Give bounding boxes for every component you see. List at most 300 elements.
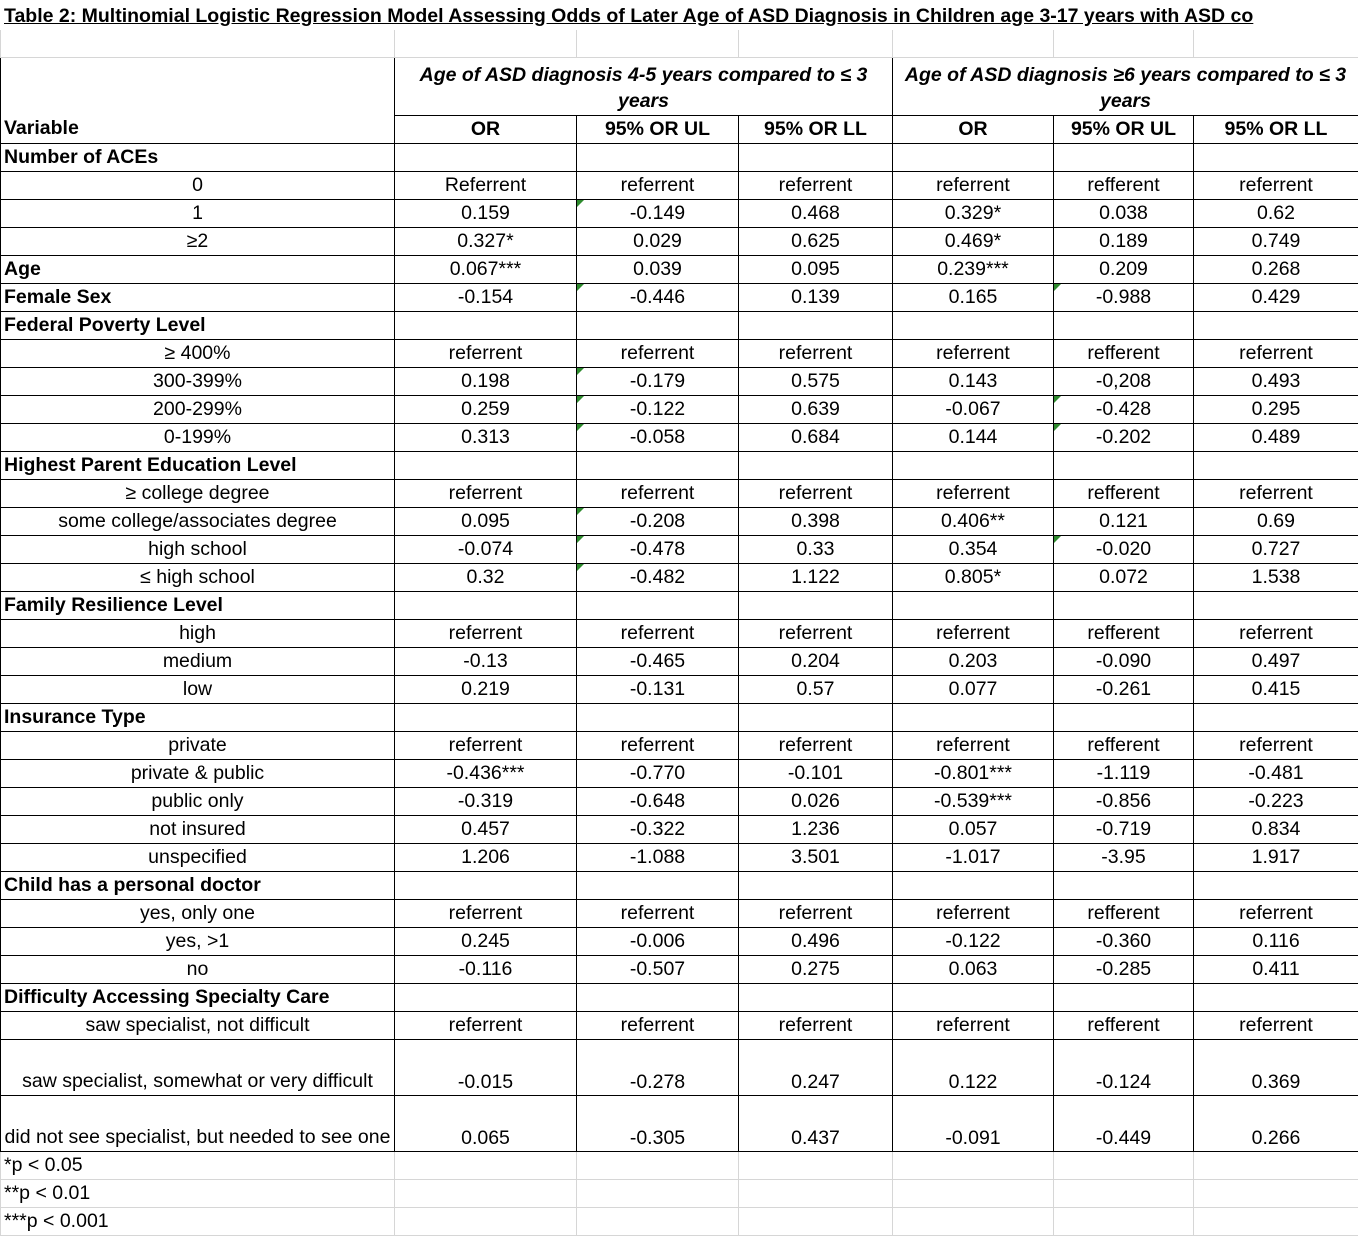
value-cell: referrent	[395, 899, 577, 927]
table-row	[1, 1095, 1358, 1151]
row-label: 200-299%	[1, 395, 395, 423]
table-row	[1, 339, 1358, 367]
value-cell: -0.482	[577, 563, 739, 591]
value-cell: -0.436***	[395, 759, 577, 787]
value-cell: 1.917	[1194, 843, 1358, 871]
value-cell: 0.415	[1194, 675, 1358, 703]
value-cell: -0.539***	[893, 787, 1054, 815]
value-cell: -0.465	[577, 647, 739, 675]
value-cell: -0.13	[395, 647, 577, 675]
value-cell: -0.856	[1054, 787, 1194, 815]
empty-cell	[893, 143, 1054, 171]
row-label: did not see specialist, but needed to see one	[1, 1095, 395, 1151]
value-cell: 0.684	[739, 423, 893, 451]
value-cell: 0.159	[395, 199, 577, 227]
value-cell: -0.319	[395, 787, 577, 815]
value-cell: -0.090	[1054, 647, 1194, 675]
section-label: Number of ACEs	[1, 143, 395, 171]
row-label: 0-199%	[1, 423, 395, 451]
value-cell: 0.165	[893, 283, 1054, 311]
value-cell: 0.122	[893, 1039, 1054, 1095]
empty-cell	[1054, 143, 1194, 171]
value-cell: 0.639	[739, 395, 893, 423]
empty-cell	[1194, 143, 1358, 171]
empty-cell	[739, 1179, 893, 1207]
value-cell: -0.770	[577, 759, 739, 787]
row-label: saw specialist, somewhat or very difficult	[1, 1039, 395, 1095]
table-row	[1, 535, 1358, 563]
regression-table	[0, 30, 1358, 1236]
empty-cell	[395, 1151, 577, 1179]
value-cell: 0.369	[1194, 1039, 1358, 1095]
value-cell: refferent	[1054, 171, 1194, 199]
col-header: 95% OR UL	[577, 115, 739, 143]
empty-cell	[577, 983, 739, 1011]
value-cell: 0.268	[1194, 255, 1358, 283]
col-header: 95% OR LL	[1194, 115, 1358, 143]
value-cell: 0.575	[739, 367, 893, 395]
group1-header: Age of ASD diagnosis 4-5 years compared to ≤ 3 years	[395, 57, 893, 115]
table-row	[1, 899, 1358, 927]
col-header: 95% OR LL	[739, 115, 893, 143]
value-cell: -0.507	[577, 955, 739, 983]
value-cell: -0.020	[1054, 535, 1194, 563]
value-cell: 0.095	[739, 255, 893, 283]
row-label: high school	[1, 535, 395, 563]
value-cell: referrent	[1194, 731, 1358, 759]
group2-header: Age of ASD diagnosis ≥6 years compared to ≤ 3 years	[893, 57, 1358, 115]
value-cell: -0.067	[893, 395, 1054, 423]
value-cell: 0.065	[395, 1095, 577, 1151]
table-row	[1, 843, 1358, 871]
table-row	[1, 927, 1358, 955]
value-cell: 0.038	[1054, 199, 1194, 227]
value-cell: -0.360	[1054, 927, 1194, 955]
value-cell: referrent	[395, 479, 577, 507]
empty-cell	[577, 1151, 739, 1179]
table-row	[1, 367, 1358, 395]
value-cell: 0.313	[395, 423, 577, 451]
value-cell: referrent	[395, 339, 577, 367]
empty-cell	[1054, 451, 1194, 479]
value-cell: -1.088	[577, 843, 739, 871]
value-cell: referrent	[577, 899, 739, 927]
empty-cell	[1194, 983, 1358, 1011]
value-cell: 0.139	[739, 283, 893, 311]
value-cell: -1.119	[1054, 759, 1194, 787]
row-label: 1	[1, 199, 395, 227]
empty-cell	[1194, 591, 1358, 619]
value-cell: 0.749	[1194, 227, 1358, 255]
empty-cell	[893, 311, 1054, 339]
value-cell: 0.239***	[893, 255, 1054, 283]
value-cell: 0.62	[1194, 199, 1358, 227]
section-label: Difficulty Accessing Specialty Care	[1, 983, 395, 1011]
empty-cell	[893, 591, 1054, 619]
row-label: ≤ high school	[1, 563, 395, 591]
table-row	[1, 199, 1358, 227]
empty-cell	[739, 1207, 893, 1235]
value-cell: Referrent	[395, 171, 577, 199]
section-label: Age	[1, 255, 395, 283]
row-label: medium	[1, 647, 395, 675]
table-row	[1, 255, 1358, 283]
empty-cell	[395, 871, 577, 899]
value-cell: -0.478	[577, 535, 739, 563]
empty-cell	[1054, 311, 1194, 339]
column-header-row	[1, 115, 1358, 143]
empty-cell	[577, 871, 739, 899]
value-cell: 1.206	[395, 843, 577, 871]
row-label: yes, only one	[1, 899, 395, 927]
value-cell: referrent	[1194, 1011, 1358, 1039]
empty-cell	[893, 1179, 1054, 1207]
table-row	[1, 227, 1358, 255]
value-cell: 0.327*	[395, 227, 577, 255]
value-cell: refferent	[1054, 479, 1194, 507]
empty-cell	[739, 311, 893, 339]
empty-cell	[577, 311, 739, 339]
section-label: Child has a personal doctor	[1, 871, 395, 899]
empty-cell	[577, 703, 739, 731]
value-cell: referrent	[739, 1011, 893, 1039]
value-cell: 0.204	[739, 647, 893, 675]
empty-cell	[1054, 871, 1194, 899]
value-cell: -0.116	[395, 955, 577, 983]
value-cell: -0.006	[577, 927, 739, 955]
value-cell: 0.203	[893, 647, 1054, 675]
empty-cell	[395, 983, 577, 1011]
value-cell: referrent	[893, 171, 1054, 199]
section-row	[1, 143, 1358, 171]
value-cell: referrent	[577, 171, 739, 199]
value-cell: 0.063	[893, 955, 1054, 983]
value-cell: referrent	[739, 479, 893, 507]
section-label: Female Sex	[1, 283, 395, 311]
value-cell: 0.329*	[893, 199, 1054, 227]
value-cell: 0.437	[739, 1095, 893, 1151]
empty-cell	[395, 143, 577, 171]
empty-cell	[1054, 983, 1194, 1011]
row-label: not insured	[1, 815, 395, 843]
row-label: yes, >1	[1, 927, 395, 955]
value-cell: referrent	[739, 899, 893, 927]
section-label: Insurance Type	[1, 703, 395, 731]
value-cell: 0.805*	[893, 563, 1054, 591]
value-cell: -0.091	[893, 1095, 1054, 1151]
table-row	[1, 507, 1358, 535]
value-cell: -0.446	[577, 283, 739, 311]
value-cell: 0.116	[1194, 927, 1358, 955]
row-label: 300-399%	[1, 367, 395, 395]
value-cell: 0.469*	[893, 227, 1054, 255]
empty-cell	[395, 1179, 577, 1207]
empty-cell	[577, 1179, 739, 1207]
value-cell: -0.058	[577, 423, 739, 451]
empty-cell	[1054, 1207, 1194, 1235]
empty-cell	[739, 1151, 893, 1179]
empty-cell	[577, 1207, 739, 1235]
footnote-row	[1, 1151, 1358, 1179]
value-cell: 0.295	[1194, 395, 1358, 423]
value-cell: 0.398	[739, 507, 893, 535]
value-cell: 0.33	[739, 535, 893, 563]
value-cell: 1.538	[1194, 563, 1358, 591]
value-cell: 0.219	[395, 675, 577, 703]
value-cell: 0.245	[395, 927, 577, 955]
value-cell: refferent	[1054, 899, 1194, 927]
value-cell: 0.189	[1054, 227, 1194, 255]
empty-cell	[1194, 1179, 1358, 1207]
value-cell: 0.029	[577, 227, 739, 255]
value-cell: referrent	[893, 731, 1054, 759]
table-row	[1, 955, 1358, 983]
value-cell: -0.122	[893, 927, 1054, 955]
value-cell: 0.411	[1194, 955, 1358, 983]
empty-cell	[577, 591, 739, 619]
empty-cell	[739, 143, 893, 171]
empty-cell	[739, 703, 893, 731]
table-row	[1, 815, 1358, 843]
section-row	[1, 451, 1358, 479]
value-cell: -0.481	[1194, 759, 1358, 787]
table-row	[1, 479, 1358, 507]
empty-cell	[577, 451, 739, 479]
value-cell: 0.57	[739, 675, 893, 703]
value-cell: -0.124	[1054, 1039, 1194, 1095]
value-cell: -0.101	[739, 759, 893, 787]
section-row	[1, 591, 1358, 619]
section-row	[1, 311, 1358, 339]
value-cell: referrent	[1194, 171, 1358, 199]
value-cell: -0.131	[577, 675, 739, 703]
table-row	[1, 563, 1358, 591]
empty-cell	[1194, 1207, 1358, 1235]
row-label: ≥2	[1, 227, 395, 255]
value-cell: 1.236	[739, 815, 893, 843]
value-cell: referrent	[577, 479, 739, 507]
value-cell: referrent	[739, 339, 893, 367]
value-cell: 0.496	[739, 927, 893, 955]
empty-cell	[739, 871, 893, 899]
footnote: ***p < 0.001	[1, 1207, 395, 1235]
empty-cell	[893, 983, 1054, 1011]
variable-header: Variable	[1, 115, 395, 143]
value-cell: referrent	[893, 1011, 1054, 1039]
value-cell: referrent	[577, 731, 739, 759]
footnote: **p < 0.01	[1, 1179, 395, 1207]
value-cell: 0.259	[395, 395, 577, 423]
value-cell: 0.247	[739, 1039, 893, 1095]
value-cell: refferent	[1054, 1011, 1194, 1039]
value-cell: 0.095	[395, 507, 577, 535]
empty-cell	[577, 143, 739, 171]
value-cell: referrent	[893, 899, 1054, 927]
value-cell: referrent	[893, 479, 1054, 507]
value-cell: -0.285	[1054, 955, 1194, 983]
value-cell: referrent	[739, 171, 893, 199]
value-cell: referrent	[893, 339, 1054, 367]
value-cell: 0.69	[1194, 507, 1358, 535]
value-cell: 3.501	[739, 843, 893, 871]
table-row	[1, 619, 1358, 647]
value-cell: -0,208	[1054, 367, 1194, 395]
value-cell: 0.406**	[893, 507, 1054, 535]
row-label: some college/associates degree	[1, 507, 395, 535]
table-row	[1, 731, 1358, 759]
value-cell: 0.625	[739, 227, 893, 255]
value-cell: 0.493	[1194, 367, 1358, 395]
value-cell: -0.149	[577, 199, 739, 227]
value-cell: 0.209	[1054, 255, 1194, 283]
value-cell: refferent	[1054, 339, 1194, 367]
value-cell: 0.266	[1194, 1095, 1358, 1151]
empty-cell	[1194, 311, 1358, 339]
value-cell: 0.468	[739, 199, 893, 227]
empty-cell	[739, 591, 893, 619]
table-row	[1, 647, 1358, 675]
value-cell: 0.834	[1194, 815, 1358, 843]
empty-cell	[893, 1207, 1054, 1235]
value-cell: 0.067***	[395, 255, 577, 283]
value-cell: -0.449	[1054, 1095, 1194, 1151]
empty-cell	[1194, 451, 1358, 479]
empty-cell	[893, 1151, 1054, 1179]
value-cell: referrent	[1194, 899, 1358, 927]
value-cell: 0.354	[893, 535, 1054, 563]
value-cell: referrent	[395, 1011, 577, 1039]
empty-cell	[1194, 703, 1358, 731]
value-cell: referrent	[577, 619, 739, 647]
empty-cell	[395, 1207, 577, 1235]
value-cell: -0.122	[577, 395, 739, 423]
empty-cell	[395, 591, 577, 619]
value-cell: -0.015	[395, 1039, 577, 1095]
table-row	[1, 787, 1358, 815]
value-cell: 0.026	[739, 787, 893, 815]
row-label: unspecified	[1, 843, 395, 871]
row-label: public only	[1, 787, 395, 815]
empty-cell	[1194, 1151, 1358, 1179]
section-label: Federal Poverty Level	[1, 311, 395, 339]
section-row	[1, 983, 1358, 1011]
value-cell: -0.208	[577, 507, 739, 535]
empty-cell	[893, 703, 1054, 731]
section-label: Family Resilience Level	[1, 591, 395, 619]
table-row	[1, 395, 1358, 423]
value-cell: refferent	[1054, 619, 1194, 647]
value-cell: referrent	[395, 619, 577, 647]
row-label: private	[1, 731, 395, 759]
value-cell: referrent	[739, 619, 893, 647]
section-label: Highest Parent Education Level	[1, 451, 395, 479]
value-cell: -0.179	[577, 367, 739, 395]
row-label: no	[1, 955, 395, 983]
value-cell: referrent	[1194, 339, 1358, 367]
header-corner-cell	[1, 57, 395, 115]
row-label: ≥ 400%	[1, 339, 395, 367]
value-cell: 0.275	[739, 955, 893, 983]
value-cell: 1.122	[739, 563, 893, 591]
value-cell: 0.072	[1054, 563, 1194, 591]
table-row	[1, 283, 1358, 311]
table-row	[1, 171, 1358, 199]
value-cell: -0.202	[1054, 423, 1194, 451]
empty-cell	[1054, 703, 1194, 731]
footnote-row	[1, 1179, 1358, 1207]
section-row	[1, 703, 1358, 731]
value-cell: -0.154	[395, 283, 577, 311]
value-cell: referrent	[1194, 619, 1358, 647]
value-cell: 0.077	[893, 675, 1054, 703]
value-cell: 0.039	[577, 255, 739, 283]
value-cell: -0.223	[1194, 787, 1358, 815]
col-header: 95% OR UL	[1054, 115, 1194, 143]
value-cell: 0.727	[1194, 535, 1358, 563]
value-cell: -0.719	[1054, 815, 1194, 843]
table-row	[1, 1011, 1358, 1039]
empty-cell	[395, 703, 577, 731]
empty-cell	[739, 451, 893, 479]
value-cell: -0.428	[1054, 395, 1194, 423]
empty-cell	[1054, 1179, 1194, 1207]
empty-cell	[893, 871, 1054, 899]
row-label: low	[1, 675, 395, 703]
table-row	[1, 675, 1358, 703]
col-header: OR	[395, 115, 577, 143]
value-cell: 0.457	[395, 815, 577, 843]
section-row	[1, 871, 1358, 899]
value-cell: referrent	[893, 619, 1054, 647]
value-cell: refferent	[1054, 731, 1194, 759]
value-cell: referrent	[1194, 479, 1358, 507]
group-header-row	[1, 57, 1358, 115]
value-cell: -0.305	[577, 1095, 739, 1151]
value-cell: 0.489	[1194, 423, 1358, 451]
footnote-row	[1, 1207, 1358, 1235]
value-cell: 0.198	[395, 367, 577, 395]
row-label: high	[1, 619, 395, 647]
value-cell: 0.32	[395, 563, 577, 591]
table-row	[1, 1039, 1358, 1095]
value-cell: -0.648	[577, 787, 739, 815]
table-title: Table 2: Multinomial Logistic Regression Model Assessing Odds of Later Age of ASD Diagnosis in Children age 3-17 years with ASD co	[4, 5, 1254, 27]
value-cell: 0.429	[1194, 283, 1358, 311]
table-row	[1, 759, 1358, 787]
value-cell: 0.121	[1054, 507, 1194, 535]
value-cell: referrent	[577, 339, 739, 367]
empty-cell	[395, 451, 577, 479]
row-label: saw specialist, not difficult	[1, 1011, 395, 1039]
value-cell: referrent	[739, 731, 893, 759]
value-cell: 0.144	[893, 423, 1054, 451]
table-row	[1, 423, 1358, 451]
row-label: 0	[1, 171, 395, 199]
value-cell: -1.017	[893, 843, 1054, 871]
value-cell: -0.801***	[893, 759, 1054, 787]
value-cell: -3.95	[1054, 843, 1194, 871]
value-cell: 0.057	[893, 815, 1054, 843]
empty-cell	[1194, 871, 1358, 899]
value-cell: 0.497	[1194, 647, 1358, 675]
empty-cell	[395, 311, 577, 339]
footnote: *p < 0.05	[1, 1151, 395, 1179]
empty-cell	[739, 983, 893, 1011]
empty-cell	[1054, 591, 1194, 619]
value-cell: -0.322	[577, 815, 739, 843]
value-cell: -0.074	[395, 535, 577, 563]
spacer-row	[1, 30, 1358, 57]
